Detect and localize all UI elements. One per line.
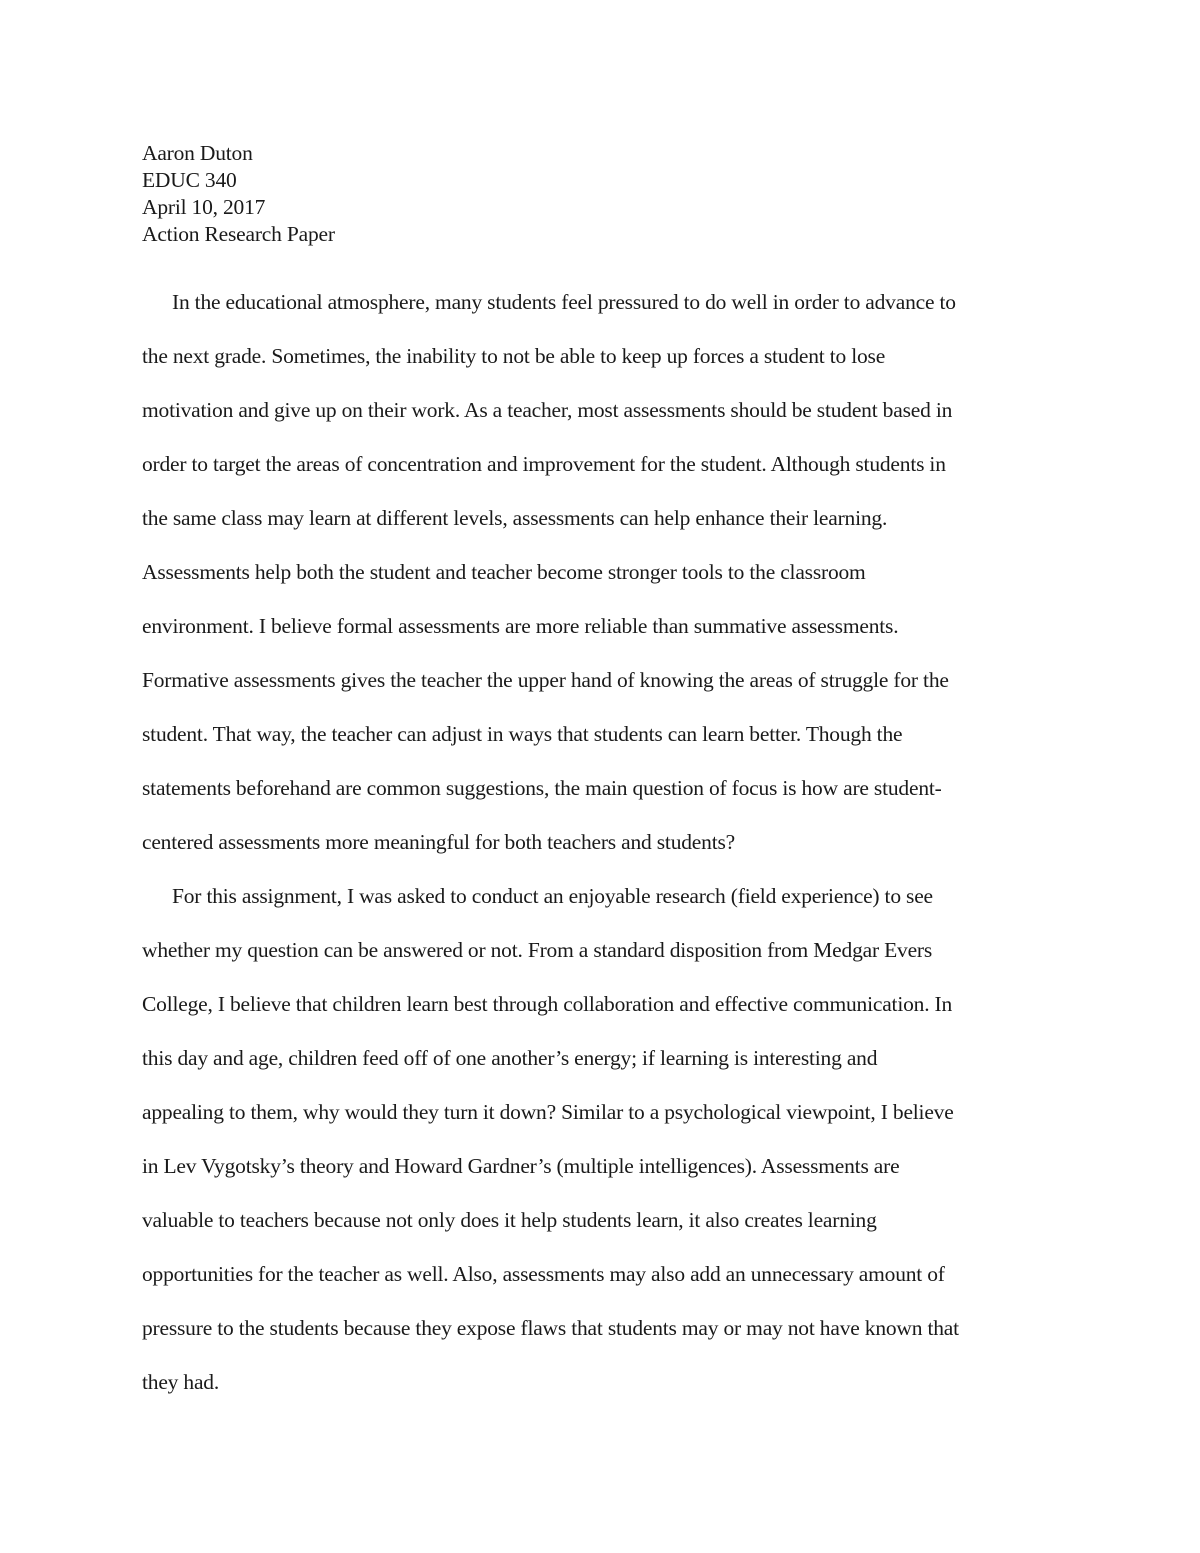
paragraph-line: the same class may learn at different levels, assessments can help enhance their learning. [142,506,888,530]
paragraph-line: motivation and give up on their work. As a teacher, most assessments should be student based in [142,398,953,422]
paragraph-line: environment. I believe formal assessments are more reliable than summative assessments. [142,614,899,638]
paragraph-line: pressure to the students because they expose flaws that students may or may not have known that [142,1316,959,1340]
author-name: Aaron Duton [142,141,253,165]
paragraph-line: Assessments help both the student and teacher become stronger tools to the classroom [142,560,866,584]
paragraph-line: this day and age, children feed off of one another’s energy; if learning is interesting and [142,1046,878,1070]
paragraph-line: In the educational atmosphere, many students feel pressured to do well in order to advance to [172,290,956,314]
paragraph-line: opportunities for the teacher as well. Also, assessments may also add an unnecessary amount of [142,1262,945,1286]
paragraph-line: they had. [142,1370,220,1394]
document-header [142,140,1062,248]
paragraph-line: the next grade. Sometimes, the inability to not be able to keep up forces a student to lose [142,344,886,368]
paragraph-line: For this assignment, I was asked to conduct an enjoyable research (field experience) to see [172,884,933,908]
paragraph-line: whether my question can be answered or not. From a standard disposition from Medgar Evers [142,938,933,962]
paragraph-line: College, I believe that children learn best through collaboration and effective communication. In [142,992,953,1016]
paragraph-line: in Lev Vygotsky’s theory and Howard Gardner’s (multiple intelligences). Assessments are [142,1154,900,1178]
paragraph-line: student. That way, the teacher can adjust in ways that students can learn better. Though the [142,722,903,746]
paragraph-line: appealing to them, why would they turn it down? Similar to a psychological viewpoint, I believe [142,1100,954,1124]
paragraph-line: centered assessments more meaningful for both teachers and students? [142,830,735,854]
paragraph-1 [142,275,1062,869]
paragraph-2 [142,869,1062,1409]
document-date: April 10, 2017 [142,195,266,219]
document-title: Action Research Paper [142,222,335,246]
paragraph-line: statements beforehand are common suggestions, the main question of focus is how are student- [142,776,942,800]
paragraph-line: Formative assessments gives the teacher the upper hand of knowing the areas of struggle for the [142,668,949,692]
document-body [142,140,1062,1409]
paragraph-line: valuable to teachers because not only does it help students learn, it also creates learning [142,1208,877,1232]
paragraph-line: order to target the areas of concentration and improvement for the student. Although students in [142,452,946,476]
course-code: EDUC 340 [142,168,237,192]
